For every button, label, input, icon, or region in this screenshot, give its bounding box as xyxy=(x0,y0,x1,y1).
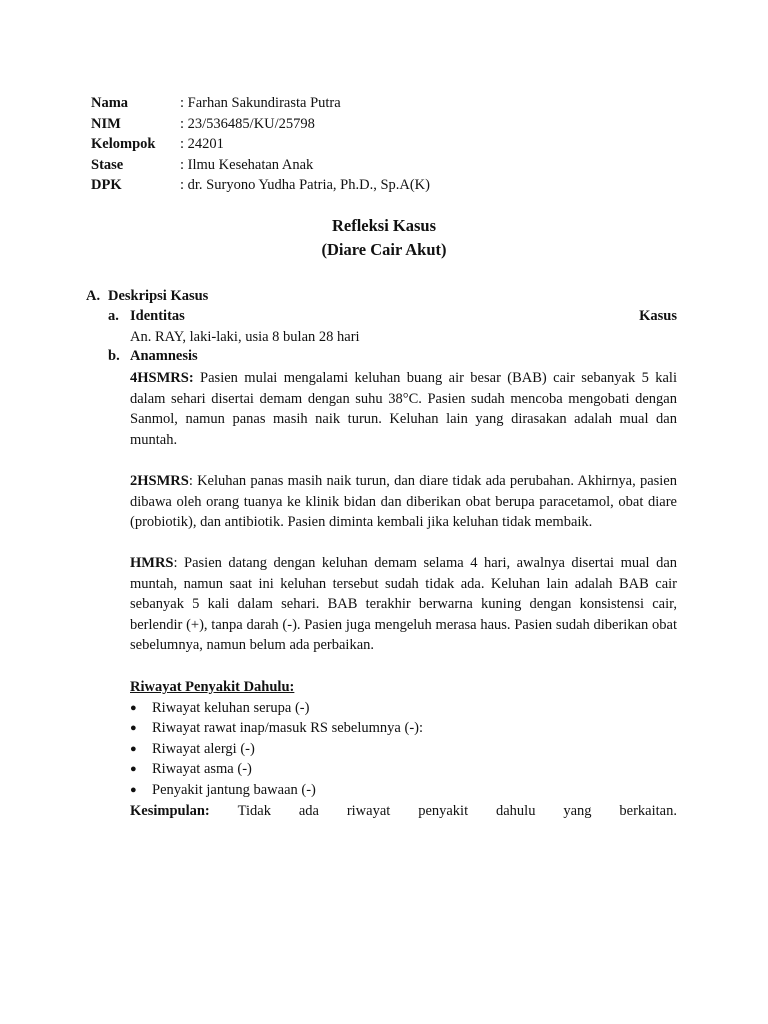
subsection-title: Identitas xyxy=(130,308,185,324)
kesimpulan-word: yang xyxy=(563,802,592,819)
section-a-heading xyxy=(86,288,208,305)
paragraph-text: : Keluhan panas masih naik turun, dan diare tidak ada perubahan. Akhirnya, pasien dibawa oleh orang tuanya ke klinik bidan dan diberikan obat berupa paracetamol, obat diare (probiotik), dan antibiotik. Pasien diminta kembali jika keluhan tidak membaik. xyxy=(130,473,677,531)
anamnesis-heading xyxy=(108,348,198,365)
info-row-dpk xyxy=(91,175,430,196)
info-label: Kelompok xyxy=(91,136,156,153)
anamnesis-paragraph-4hsmrs xyxy=(130,368,677,450)
list-item xyxy=(130,739,677,760)
info-value: : Ilmu Kesehatan Anak xyxy=(180,156,314,173)
list-item-text: Riwayat rawat inap/masuk RS sebelumnya (-): xyxy=(152,720,424,737)
identitas-heading xyxy=(108,308,185,325)
list-item-text: Penyakit jantung bawaan (-) xyxy=(152,781,316,798)
kesimpulan-label: Kesimpulan: xyxy=(130,802,210,819)
kasus-label: Kasus xyxy=(639,308,677,324)
info-row-nama xyxy=(91,93,430,114)
info-label: DPK xyxy=(91,177,122,194)
info-value: : dr. Suryono Yudha Patria, Ph.D., Sp.A(K) xyxy=(180,177,430,194)
kesimpulan-word: berkaitan. xyxy=(619,802,677,819)
identitas-text: An. RAY, laki-laki, usia 8 bulan 28 hari xyxy=(130,329,360,345)
list-item-text: Riwayat alergi (-) xyxy=(152,740,255,757)
info-label: Nama xyxy=(91,95,129,111)
bullet-icon: ● xyxy=(130,783,137,796)
document-subtitle: (Diare Cair Akut) xyxy=(321,240,447,259)
bullet-icon: ● xyxy=(130,763,137,776)
anamnesis-paragraph-2hsmrs xyxy=(130,471,677,533)
kesimpulan-word: riwayat xyxy=(346,802,391,819)
info-value: : Farhan Sakundirasta Putra xyxy=(180,95,341,111)
paragraph-lead: 4HSMRS: xyxy=(130,370,194,386)
info-label: NIM xyxy=(91,115,121,132)
list-item xyxy=(130,718,677,739)
info-value: : 23/536485/KU/25798 xyxy=(180,115,315,132)
bullet-icon: ● xyxy=(130,722,137,735)
bullet-icon: ● xyxy=(130,742,137,755)
info-value: : 24201 xyxy=(180,136,224,153)
paragraph-text: Pasien mulai mengalami keluhan buang air besar (BAB) cair sebanyak 5 kali dalam sehari disertai demam dengan suhu 38°C. Pasien sudah mencoba mengobati dengan Sanmol, namun panas masih naik turun. Keluhan lain yang dirasakan adalah mual dan muntah. xyxy=(130,370,677,448)
subsection-number: a. xyxy=(108,308,119,324)
kesimpulan-word: penyakit xyxy=(418,802,469,819)
bullet-icon: ● xyxy=(130,701,137,714)
info-row-stase xyxy=(91,155,430,176)
list-item-text: Riwayat keluhan serupa (-) xyxy=(152,699,310,716)
student-info-header xyxy=(91,93,430,196)
list-item-text: Riwayat asma (-) xyxy=(152,761,252,778)
info-row-nim xyxy=(91,114,430,135)
paragraph-lead: HMRS xyxy=(130,555,174,571)
kesimpulan-word: Tidak xyxy=(237,802,271,819)
paragraph-lead: 2HSMRS xyxy=(130,473,189,489)
section-title: Deskripsi Kasus xyxy=(108,288,209,304)
rpd-heading: Riwayat Penyakit Dahulu: xyxy=(130,679,295,695)
anamnesis-paragraph-hmrs xyxy=(130,553,677,656)
kesimpulan-word: ada xyxy=(298,802,319,819)
list-item xyxy=(130,759,677,780)
riwayat-penyakit-dahulu xyxy=(130,677,677,821)
section-number: A. xyxy=(86,288,101,304)
info-row-kelompok xyxy=(91,134,430,155)
kesimpulan-word: dahulu xyxy=(496,802,536,819)
paragraph-text: : Pasien datang dengan keluhan demam selama 4 hari, awalnya disertai mual dan muntah, namun saat ini keluhan tersebut sudah tidak ada. Keluhan lain adalah BAB cair sebanyak 5 kali dalam sehari. BAB terakhir berwarna kuning dengan konsistensi cair, berlendir (+), tanpa darah (-). Pasien juga mengeluh merasa haus. Pasien sudah diberikan obat sebelumnya, namun belum ada perbaikan. xyxy=(130,555,677,654)
kesimpulan-line xyxy=(130,801,677,822)
list-item xyxy=(130,698,677,719)
info-label: Stase xyxy=(91,156,124,173)
subsection-number: b. xyxy=(108,348,120,364)
document-title: Refleksi Kasus xyxy=(331,216,437,235)
list-item xyxy=(130,780,677,801)
subsection-title: Anamnesis xyxy=(130,348,198,364)
rpd-list xyxy=(130,698,677,801)
